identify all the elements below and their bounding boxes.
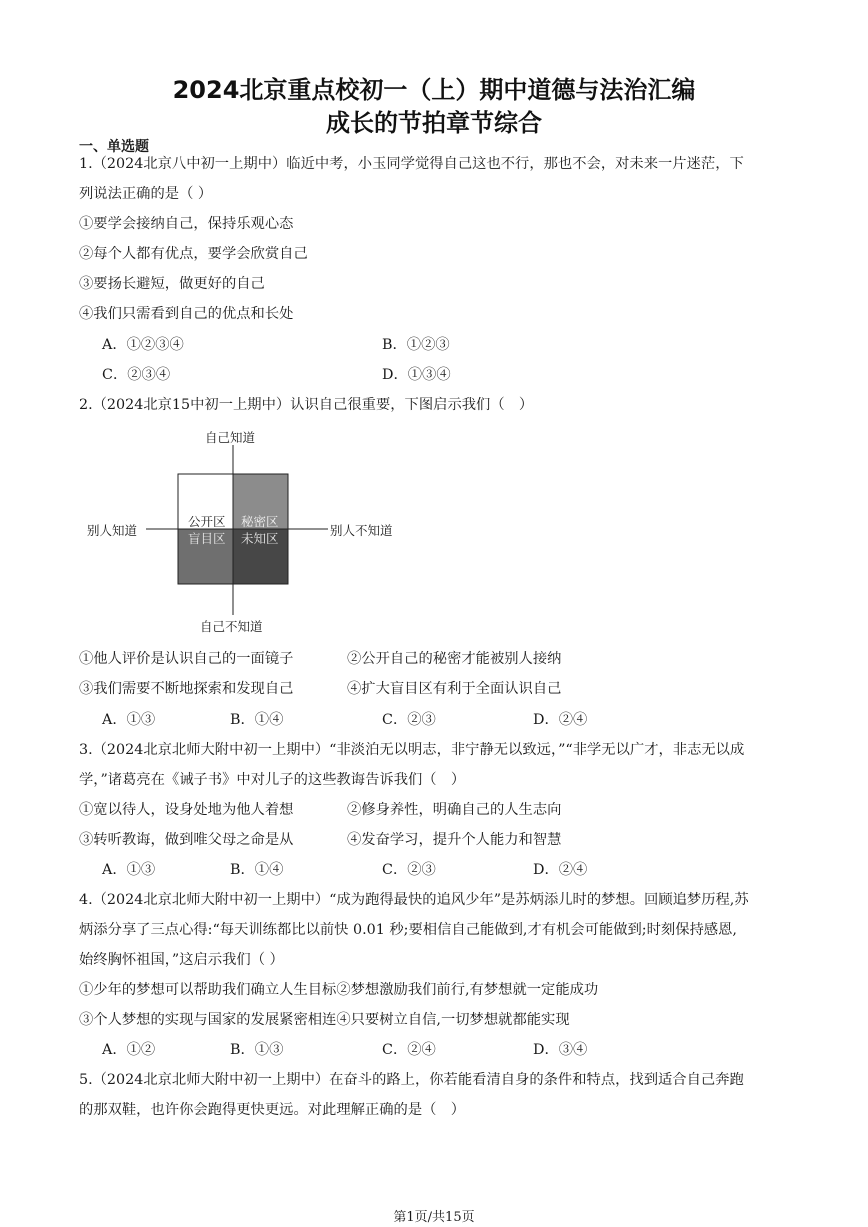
q3-stem-line: 3.（2024北京北师大附中初一上期中）“非淡泊无以明志，非宁静无以致远，”“非学无以广才，非志无以成 <box>79 742 745 758</box>
q3-stem-line: 学，”诸葛亮在《诫子书》中对儿子的这些教诲告诉我们（ ） <box>79 772 466 788</box>
quadrant-label-unknown: 未知区 <box>241 531 279 546</box>
q2-statement: ④扩大盲目区有利于全面认识自己 <box>347 681 562 697</box>
q1-statement: ②每个人都有优点，要学会欣赏自己 <box>79 246 308 262</box>
axis-label-left: 别人知道 <box>87 523 138 538</box>
q2-option-c[interactable]: C．②③ <box>382 712 436 728</box>
q1-stem-line: 列说法正确的是（ ） <box>79 186 213 202</box>
q4-statement: ①少年的梦想可以帮助我们确立人生目标②梦想激励我们前行,有梦想就一定能成功 <box>79 982 599 998</box>
q3-option-a[interactable]: A．①③ <box>102 862 156 878</box>
q3-option-d[interactable]: D．②④ <box>533 862 588 878</box>
axis-label-bottom: 自己不知道 <box>200 619 263 634</box>
q4-option-a[interactable]: A．①② <box>102 1042 156 1058</box>
q1-option-a[interactable]: A．①②③④ <box>102 337 184 353</box>
q1-statement: ④我们只需看到自己的优点和长处 <box>79 306 294 322</box>
q2-statement: ③我们需要不断地探索和发现自己 <box>79 681 294 697</box>
q4-stem-line: 始终胸怀祖国，”这启示我们（ ） <box>79 952 284 968</box>
q1-statement: ①要学会接纳自己，保持乐观心态 <box>79 216 294 232</box>
q3-statement: ④发奋学习，提升个人能力和智慧 <box>347 832 562 848</box>
q1-statement: ③要扬长避短，做更好的自己 <box>79 276 265 292</box>
page-footer: 第1页/共15页 <box>393 1210 475 1225</box>
q2-statement: ②公开自己的秘密才能被别人接纳 <box>347 651 562 667</box>
q1-option-b[interactable]: B．①②③ <box>382 337 450 353</box>
q5-stem-line: 5.（2024北京北师大附中初一上期中）在奋斗的路上，你若能看清自身的条件和特点，找到适合自己奔跑 <box>79 1072 744 1088</box>
q4-statement: ③个人梦想的实现与国家的发展紧密相连④只要树立自信,一切梦想就都能实现 <box>79 1012 570 1028</box>
q3-statement: ②修身养性，明确自己的人生志向 <box>347 802 562 818</box>
document-title: 2024北京重点校初一（上）期中道德与法治汇编 <box>172 76 696 104</box>
q5-stem-line: 的那双鞋，也许你会跑得更快更远。对此理解正确的是（ ） <box>79 1102 466 1118</box>
q3-option-c[interactable]: C．②③ <box>382 862 436 878</box>
q3-statement: ①宽以待人，设身处地为他人着想 <box>79 802 294 818</box>
section-heading: 一、单选题 <box>79 139 149 155</box>
q2-statement: ①他人评价是认识自己的一面镜子 <box>79 651 294 667</box>
document-subtitle: 成长的节拍章节综合 <box>326 109 542 137</box>
q3-statement: ③转听教诲，做到唯父母之命是从 <box>79 832 294 848</box>
axis-label-right: 别人不知道 <box>330 523 393 538</box>
q4-option-b[interactable]: B．①③ <box>230 1042 284 1058</box>
q3-option-b[interactable]: B．①④ <box>230 862 284 878</box>
q1-stem-line: 1.（2024北京八中初一上期中）临近中考，小玉同学觉得自己这也不行，那也不会，对未来一片迷茫，下 <box>79 156 744 172</box>
q4-option-d[interactable]: D．③④ <box>533 1042 588 1058</box>
q2-option-a[interactable]: A．①③ <box>102 712 156 728</box>
quadrant-label-open: 公开区 <box>188 514 226 529</box>
q2-option-d[interactable]: D．②④ <box>533 712 588 728</box>
quadrant-label-secret: 秘密区 <box>241 514 279 529</box>
q1-option-d[interactable]: D．①③④ <box>382 367 451 383</box>
q1-option-c[interactable]: C．②③④ <box>102 367 171 383</box>
q2-stem-line: 2.（2024北京15中初一上期中）认识自己很重要，下图启示我们（ ） <box>79 397 534 413</box>
johari-window-diagram <box>80 425 420 635</box>
quadrant-label-blind: 盲目区 <box>188 531 226 546</box>
q4-stem-line: 炳添分享了三点心得:“每天训练都比以前快 0.01 秒;要相信自己能做到,才有机会可能做到;时刻保持感恩, <box>79 922 737 938</box>
q4-stem-line: 4.（2024北京北师大附中初一上期中）“成为跑得最快的追风少年”是苏炳添儿时的梦想。回顾追梦历程,苏 <box>79 892 749 908</box>
q4-option-c[interactable]: C．②④ <box>382 1042 436 1058</box>
axis-label-top: 自己知道 <box>205 430 256 445</box>
q2-option-b[interactable]: B．①④ <box>230 712 284 728</box>
